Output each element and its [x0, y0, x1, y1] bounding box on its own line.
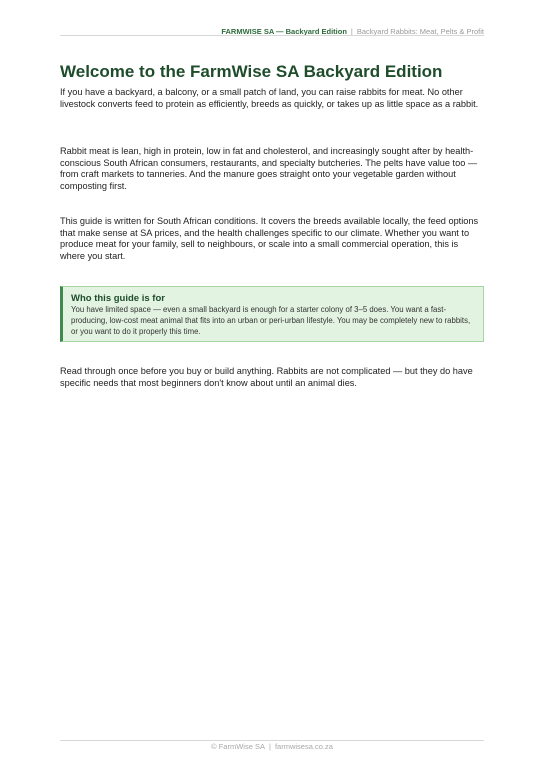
header-subtitle: Backyard Rabbits: Meat, Pelts & Profit	[356, 27, 484, 36]
callout-title: Who this guide is for	[71, 293, 165, 304]
paragraph-intro: If you have a backyard, a balcony, or a small patch of land, you can raise rabbits for meat. No other livestock converts feed to protein as efficiently, breeds as quickly, or takes up as little space as a rabbit.	[60, 87, 479, 109]
footer-copyright: © FarmWise SA	[211, 742, 265, 751]
audience-callout	[60, 286, 484, 342]
footer-divider	[60, 740, 484, 741]
header-separator: |	[350, 27, 353, 36]
header-brand: FARMWISE SA — Backyard Edition	[221, 27, 347, 36]
callout-body: You have limited space — even a small backyard is enough for a starter colony of 3–5 does. You want a fast-producing, low-cost meat animal that fits into an urban or peri-urban lifestyle. You may be completely new to rabbits, or you want to do it properly this time.	[71, 305, 471, 336]
header-divider	[60, 35, 484, 36]
footer-website-link[interactable]: farmwisesa.co.za	[274, 742, 333, 751]
paragraph-guide-scope: This guide is written for South African conditions. It covers the breeds available locally, the feed options that make sense at SA prices, and the health challenges specific to our climate. Whether you want to produce meat for your family, sell to neighbours, or scale into a small commercial operation, this is where you start.	[60, 216, 479, 261]
page-title: Welcome to the FarmWise SA Backyard Edition	[60, 62, 443, 81]
page-footer	[60, 742, 484, 751]
paragraph-meat-value: Rabbit meat is lean, high in protein, low in fat and cholesterol, and increasingly sought after by health-conscious South African consumers, restaurants, and specialty butcheries. The pelts have value too — from craft markets to tanneries. And the manure goes straight onto your vegetable garden without composting first.	[60, 146, 478, 191]
footer-separator: |	[268, 742, 271, 751]
paragraph-closing: Read through once before you buy or build anything. Rabbits are not complicated — but they do have specific needs that most beginners don't know about until an animal dies.	[60, 366, 473, 388]
